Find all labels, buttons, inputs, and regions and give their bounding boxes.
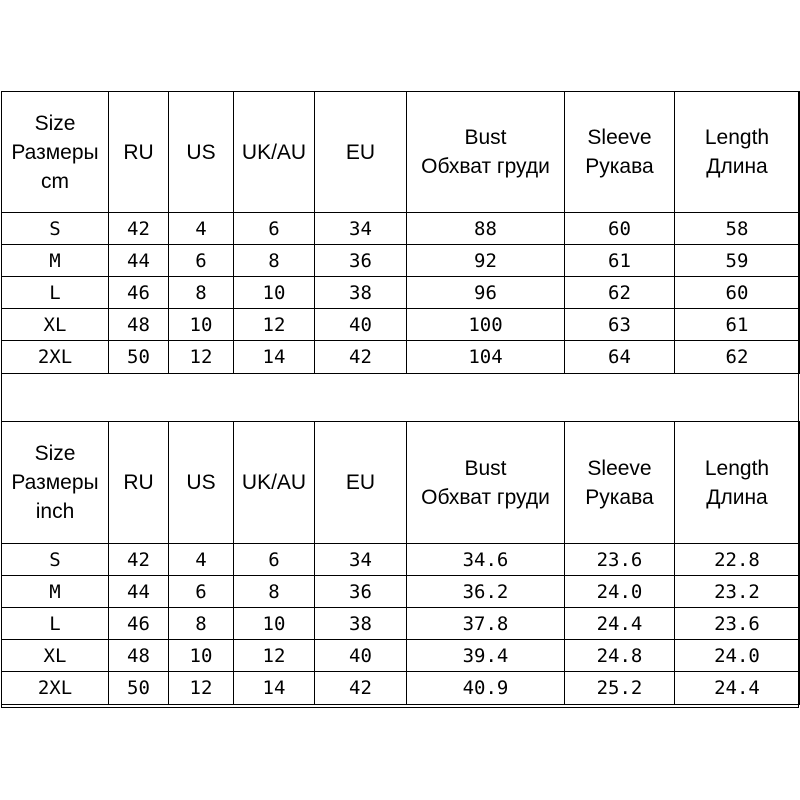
cell-ru: 50 bbox=[109, 341, 169, 374]
cell-length: 23.6 bbox=[675, 608, 800, 640]
cell-eu: 36 bbox=[315, 245, 407, 277]
cell-length: 62 bbox=[675, 341, 800, 374]
cell-eu: 40 bbox=[315, 309, 407, 341]
header-ru: RU bbox=[109, 92, 169, 213]
header-length: Length Длина bbox=[675, 92, 800, 213]
cell-size: S bbox=[2, 544, 109, 576]
cell-bust: 37.8 bbox=[407, 608, 565, 640]
cell-ru: 46 bbox=[109, 277, 169, 309]
cell-eu: 38 bbox=[315, 608, 407, 640]
cell-us: 8 bbox=[169, 608, 234, 640]
table-row bbox=[2, 277, 800, 309]
cell-ukau: 14 bbox=[234, 341, 315, 374]
cell-eu: 42 bbox=[315, 672, 407, 705]
header-eu: EU bbox=[315, 422, 407, 544]
cell-length: 23.2 bbox=[675, 576, 800, 608]
cell-us: 8 bbox=[169, 277, 234, 309]
cell-bust: 104 bbox=[407, 341, 565, 374]
cell-eu: 42 bbox=[315, 341, 407, 374]
cell-bust: 96 bbox=[407, 277, 565, 309]
table-row bbox=[2, 672, 800, 705]
cell-eu: 34 bbox=[315, 213, 407, 245]
size-table-cm bbox=[1, 91, 800, 374]
header-ukau: UK/AU bbox=[234, 422, 315, 544]
cell-sleeve: 24.8 bbox=[565, 640, 675, 672]
cell-ru: 44 bbox=[109, 576, 169, 608]
cell-ukau: 10 bbox=[234, 277, 315, 309]
cell-size: 2XL bbox=[2, 672, 109, 705]
cell-ukau: 14 bbox=[234, 672, 315, 705]
table-row bbox=[2, 245, 800, 277]
cell-us: 10 bbox=[169, 640, 234, 672]
header-us: US bbox=[169, 92, 234, 213]
cell-length: 61 bbox=[675, 309, 800, 341]
cell-ru: 44 bbox=[109, 245, 169, 277]
cell-ru: 50 bbox=[109, 672, 169, 705]
cell-eu: 36 bbox=[315, 576, 407, 608]
cell-bust: 39.4 bbox=[407, 640, 565, 672]
cell-eu: 34 bbox=[315, 544, 407, 576]
header-ru: RU bbox=[109, 422, 169, 544]
cell-size: L bbox=[2, 608, 109, 640]
table-row bbox=[2, 608, 800, 640]
cell-length: 24.4 bbox=[675, 672, 800, 705]
cell-eu: 38 bbox=[315, 277, 407, 309]
cell-sleeve: 24.0 bbox=[565, 576, 675, 608]
cell-ukau: 12 bbox=[234, 640, 315, 672]
header-size: Size Размеры cm bbox=[2, 92, 109, 213]
cell-size: 2XL bbox=[2, 341, 109, 374]
table-row bbox=[2, 341, 800, 374]
cell-us: 6 bbox=[169, 576, 234, 608]
header-sleeve: Sleeve Рукава bbox=[565, 422, 675, 544]
header-row bbox=[2, 92, 800, 213]
header-ukau: UK/AU bbox=[234, 92, 315, 213]
header-bust: Bust Обхват груди bbox=[407, 422, 565, 544]
cell-bust: 36.2 bbox=[407, 576, 565, 608]
cell-size: M bbox=[2, 245, 109, 277]
cell-ukau: 10 bbox=[234, 608, 315, 640]
cell-ukau: 8 bbox=[234, 245, 315, 277]
header-sleeve: Sleeve Рукава bbox=[565, 92, 675, 213]
table-row bbox=[2, 640, 800, 672]
cell-bust: 34.6 bbox=[407, 544, 565, 576]
cell-length: 58 bbox=[675, 213, 800, 245]
header-us: US bbox=[169, 422, 234, 544]
header-row bbox=[2, 422, 800, 544]
cell-us: 6 bbox=[169, 245, 234, 277]
cell-size: M bbox=[2, 576, 109, 608]
header-bust: Bust Обхват груди bbox=[407, 92, 565, 213]
cell-ukau: 6 bbox=[234, 213, 315, 245]
cell-sleeve: 23.6 bbox=[565, 544, 675, 576]
cell-us: 12 bbox=[169, 672, 234, 705]
cell-size: S bbox=[2, 213, 109, 245]
cell-sleeve: 61 bbox=[565, 245, 675, 277]
cell-bust: 100 bbox=[407, 309, 565, 341]
cell-bust: 88 bbox=[407, 213, 565, 245]
cell-size: L bbox=[2, 277, 109, 309]
cell-eu: 40 bbox=[315, 640, 407, 672]
table-row bbox=[2, 544, 800, 576]
cell-sleeve: 25.2 bbox=[565, 672, 675, 705]
cell-ru: 48 bbox=[109, 640, 169, 672]
cell-length: 24.0 bbox=[675, 640, 800, 672]
cell-length: 22.8 bbox=[675, 544, 800, 576]
cell-sleeve: 63 bbox=[565, 309, 675, 341]
cell-sleeve: 24.4 bbox=[565, 608, 675, 640]
cell-us: 4 bbox=[169, 213, 234, 245]
cell-size: XL bbox=[2, 309, 109, 341]
cell-length: 60 bbox=[675, 277, 800, 309]
size-table-inch bbox=[1, 421, 800, 705]
cell-ru: 46 bbox=[109, 608, 169, 640]
cell-bust: 40.9 bbox=[407, 672, 565, 705]
cell-sleeve: 60 bbox=[565, 213, 675, 245]
cell-ukau: 6 bbox=[234, 544, 315, 576]
cell-ukau: 12 bbox=[234, 309, 315, 341]
cell-ru: 42 bbox=[109, 544, 169, 576]
cell-bust: 92 bbox=[407, 245, 565, 277]
cell-us: 4 bbox=[169, 544, 234, 576]
cell-length: 59 bbox=[675, 245, 800, 277]
cell-sleeve: 62 bbox=[565, 277, 675, 309]
cell-ukau: 8 bbox=[234, 576, 315, 608]
cell-us: 12 bbox=[169, 341, 234, 374]
cell-ru: 48 bbox=[109, 309, 169, 341]
cell-us: 10 bbox=[169, 309, 234, 341]
header-size: Size Размеры inch bbox=[2, 422, 109, 544]
header-length: Length Длина bbox=[675, 422, 800, 544]
table-row bbox=[2, 576, 800, 608]
cell-ru: 42 bbox=[109, 213, 169, 245]
cell-size: XL bbox=[2, 640, 109, 672]
header-eu: EU bbox=[315, 92, 407, 213]
cell-sleeve: 64 bbox=[565, 341, 675, 374]
table-row bbox=[2, 213, 800, 245]
table-row bbox=[2, 309, 800, 341]
